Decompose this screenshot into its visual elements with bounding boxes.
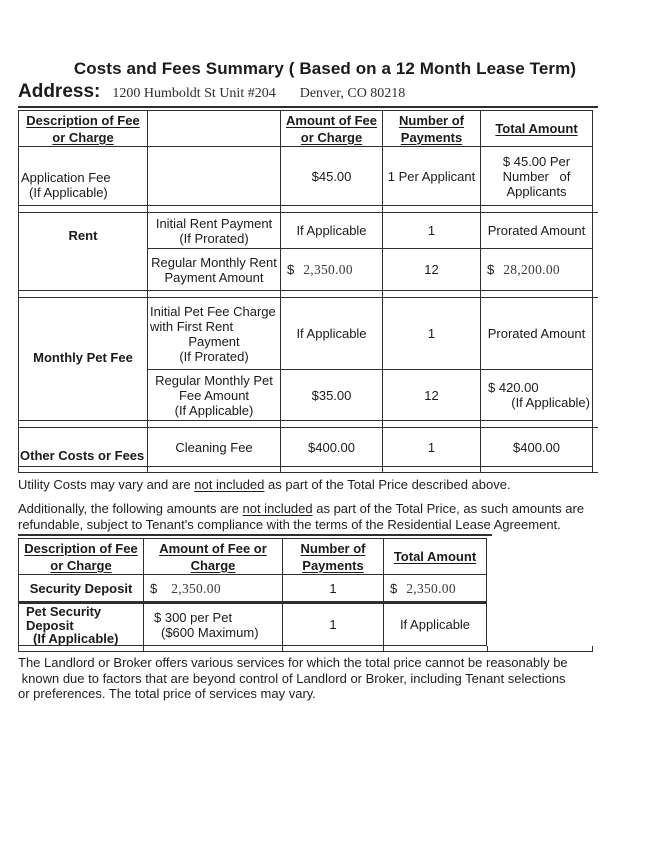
divider-cell <box>19 646 144 651</box>
divider-cell <box>148 291 281 297</box>
divider-cell <box>19 467 148 472</box>
divider-cell <box>19 291 148 297</box>
disclaimer-line: known due to factors that are beyond control of Landlord or Broker, including Tenant selections <box>18 670 566 686</box>
divider-cell <box>281 467 383 472</box>
initial-pet-fee-row <box>148 298 592 370</box>
underlined-text: not included <box>194 477 265 492</box>
initial-rent-row <box>148 213 592 249</box>
description-cell: Security Deposit <box>19 575 144 601</box>
description-cell: Other Costs or Fees <box>19 428 148 466</box>
amount-cell: $400.00 <box>281 428 383 466</box>
divider-overhang <box>593 467 598 472</box>
amount-cell: $35.00 <box>281 370 383 420</box>
header-payments: Number of Payments <box>383 111 481 146</box>
section-divider <box>18 421 598 428</box>
payments-cell: 1 <box>383 428 481 466</box>
total-value: 2,350.00 <box>406 580 456 596</box>
address-label: Address: <box>18 81 101 102</box>
divider-cell <box>481 421 593 427</box>
header-total: Total Amount <box>495 121 578 136</box>
rent-group-body <box>148 213 592 290</box>
fees-header-row <box>18 110 593 147</box>
payments-cell: 12 <box>383 370 481 420</box>
subdescription-cell <box>148 147 281 205</box>
payments-cell: 1 <box>383 298 481 369</box>
address-city: Denver, CO 80218 <box>299 86 406 101</box>
table-top-rule <box>18 106 598 108</box>
note-utility: Utility Costs may vary and are not included as part of the Total Price described above. <box>18 477 511 492</box>
regular-rent-row <box>148 249 592 290</box>
address-street: 1200 Humboldt St Unit #204 <box>112 86 276 101</box>
document-title: Costs and Fees Summary ( Based on a 12 Month Lease Term) <box>73 59 577 78</box>
divider-cell <box>488 646 593 651</box>
header-amount: Amount of Fee or Charge <box>281 111 383 146</box>
total-cell: Prorated Amount <box>487 326 586 341</box>
rent-group-label: Rent <box>19 213 148 290</box>
payments-cell: 1 <box>283 604 384 646</box>
rent-group <box>18 213 593 291</box>
subdescription-cell: Initial Rent Payment (If Prorated) <box>148 213 281 248</box>
application-fee-row <box>18 147 593 206</box>
amount-cell: $45.00 <box>281 147 383 205</box>
header-subdescription <box>148 111 281 146</box>
divider-cell <box>383 467 481 472</box>
amount-value: 2,350.00 <box>171 580 221 596</box>
security-deposit-row <box>18 575 487 604</box>
amount-cell: If Applicable <box>281 213 383 248</box>
divider-cell <box>281 206 383 212</box>
payments-cell: 1 <box>383 213 481 248</box>
note-additional: Additionally, the following amounts are not included as part of the Total Price, as such amounts are refundable, subject to Tenant's compliance with the terms of the Residential Lease Agreement. <box>18 501 585 532</box>
total-cell <box>384 575 486 601</box>
disclaimer-line: The Landlord or Broker offers various services for which the total price cannot be reasonably be <box>18 655 568 670</box>
amount-value: 2,350.00 <box>303 262 353 277</box>
divider-cell <box>383 421 481 427</box>
description-cell: Pet Security Deposit (If Applicable) <box>19 604 144 646</box>
header-payments: Number of Payments <box>283 539 384 574</box>
pet-fee-group-body <box>148 298 592 420</box>
header-total: Total Amount <box>393 549 477 564</box>
amount-cell: If Applicable <box>281 298 383 369</box>
section-divider <box>18 206 598 213</box>
currency-symbol: $ <box>287 262 295 277</box>
divider-cell <box>148 206 281 212</box>
divider-cell <box>481 467 593 472</box>
divider-overhang <box>593 291 598 297</box>
divider-cell <box>19 206 148 212</box>
divider-cell <box>144 646 283 651</box>
header-description: Description of Fee or Charge <box>19 111 148 146</box>
regular-pet-fee-row <box>148 370 592 420</box>
underlined-text: not included <box>242 501 313 516</box>
currency-symbol: $ <box>150 580 158 596</box>
address-line <box>18 81 405 103</box>
deposits-header-row <box>18 538 487 575</box>
total-cell: $ 420.00 (If Applicable) <box>488 380 590 410</box>
total-cell: Prorated Amount <box>487 223 586 238</box>
pet-deposit-row <box>18 604 487 646</box>
divider-cell <box>281 421 383 427</box>
amount-cell <box>144 575 283 601</box>
payments-cell: 12 <box>383 249 481 290</box>
total-cell: If Applicable <box>399 617 471 633</box>
divider-cell <box>383 206 481 212</box>
divider-cell <box>148 467 281 472</box>
divider-cell <box>481 291 593 297</box>
divider-cell <box>19 421 148 427</box>
divider-cell <box>383 291 481 297</box>
description-cell: Application Fee (If Applicable) <box>19 147 148 205</box>
divider-cell <box>283 646 384 651</box>
deposits-table <box>18 534 487 652</box>
other-costs-row <box>18 428 593 467</box>
payments-cell: 1 <box>283 575 384 601</box>
disclaimer <box>18 655 626 702</box>
total-cell: $ 45.00 Per Number of Applicants <box>502 153 571 199</box>
table-top-rule <box>18 534 492 536</box>
pet-fee-group <box>18 298 593 421</box>
amount-cell: $ 300 per Pet ($600 Maximum) <box>144 604 283 646</box>
subdescription-cell: Regular Monthly Pet Fee Amount (If Applicable) <box>148 370 281 420</box>
total-cell: $400.00 <box>513 439 560 455</box>
divider-cell <box>481 206 593 212</box>
divider-cell <box>384 646 488 651</box>
subdescription-cell: Regular Monthly Rent Payment Amount <box>148 249 281 290</box>
table-bottom-rule <box>18 646 593 652</box>
divider-cell <box>281 291 383 297</box>
disclaimer-line: or preferences. The total price of services may vary. <box>18 686 316 701</box>
subdescription-cell: Initial Pet Fee Charge with First Rent Payment (If Prorated) <box>148 298 281 369</box>
total-cell <box>481 249 592 290</box>
table-bottom-rule <box>18 467 598 473</box>
pet-fee-group-label: Monthly Pet Fee <box>19 298 148 420</box>
currency-symbol: $ <box>390 580 398 596</box>
total-value: 28,200.00 <box>503 262 560 277</box>
section-divider <box>18 291 598 298</box>
divider-overhang <box>593 206 598 212</box>
amount-cell <box>281 249 383 290</box>
header-amount: Amount of Fee or Charge <box>144 539 283 574</box>
payments-cell: 1 Per Applicant <box>383 147 481 205</box>
header-description: Description of Fee or Charge <box>19 539 144 574</box>
subdescription-cell: Cleaning Fee <box>148 428 281 466</box>
fees-table <box>18 106 593 473</box>
divider-overhang <box>593 421 598 427</box>
currency-symbol: $ <box>487 262 495 277</box>
divider-cell <box>148 421 281 427</box>
